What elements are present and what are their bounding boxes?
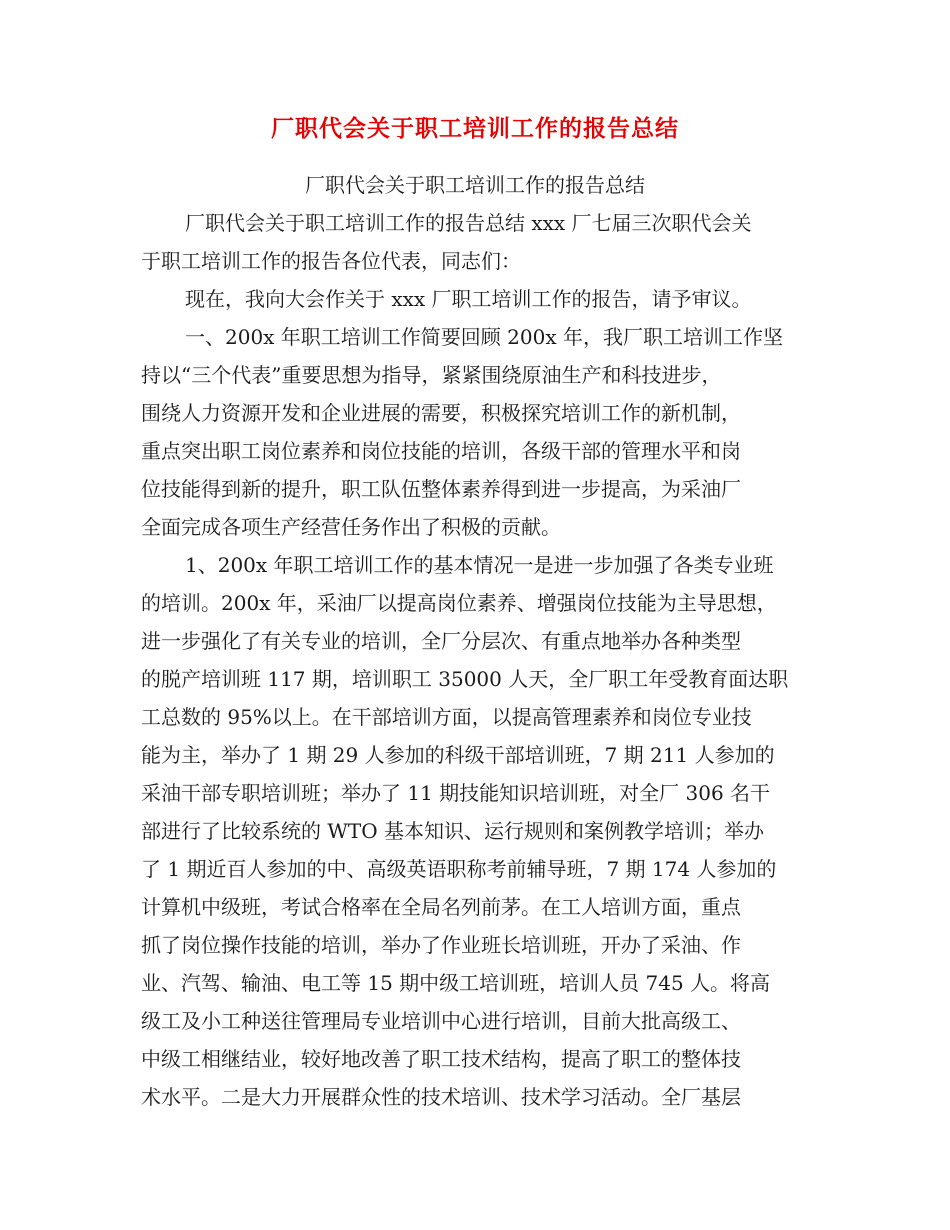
body-line: 围绕人力资源开发和企业进展的需要，积极探究培训工作的新机制， bbox=[141, 401, 741, 425]
body-line: 计算机中级班，考试合格率在全局名列前茅。在工人培训方面，重点 bbox=[141, 895, 741, 919]
body-line: 一、200x 年职工培训工作简要回顾 200x 年，我厂职工培训工作坚 bbox=[185, 325, 783, 349]
body-line: 工总数的 95%以上。在干部培训方面，以提高管理素养和岗位专业技 bbox=[141, 705, 752, 729]
body-line: 于职工培训工作的报告各位代表，同志们： bbox=[141, 249, 521, 273]
body-line: 术水平。二是大力开展群众性的技术培训、技术学习活动。全厂基层 bbox=[141, 1085, 741, 1109]
body-line: 重点突出职工岗位素养和岗位技能的培训，各级干部的管理水平和岗 bbox=[141, 439, 741, 463]
document-title: 厂职代会关于职工培训工作的报告总结 bbox=[271, 115, 679, 142]
body-line: 厂职代会关于职工培训工作的报告总结 xxx 厂七届三次职代会关 bbox=[185, 211, 752, 235]
body-line: 级工及小工种送往管理局专业培训中心进行培训，目前大批高级工、 bbox=[141, 1009, 741, 1033]
body-line: 持以“三个代表”重要思想为指导，紧紧围绕原油生产和科技进步， bbox=[141, 363, 722, 387]
body-line: 的脱产培训班 117 期，培训职工 35000 人天，全厂职工年受教育面达职 bbox=[141, 667, 789, 691]
body-line: 业、汽驾、输油、电工等 15 期中级工培训班，培训人员 745 人。将高 bbox=[141, 971, 771, 995]
body-line: 1、200x 年职工培训工作的基本情况一是进一步加强了各类专业班 bbox=[185, 553, 774, 577]
body-line: 采油干部专职培训班；举办了 11 期技能知识培训班，对全厂 306 名干 bbox=[141, 781, 771, 805]
body-line: 进一步强化了有关专业的培训，全厂分层次、有重点地举办各种类型 bbox=[141, 629, 741, 653]
body-line: 中级工相继结业，较好地改善了职工技术结构，提高了职工的整体技 bbox=[141, 1047, 741, 1071]
body-line: 抓了岗位操作技能的培训，举办了作业班长培训班，开办了采油、作 bbox=[141, 933, 741, 957]
body-line: 位技能得到新的提升，职工队伍整体素养得到进一步提高，为采油厂 bbox=[141, 477, 741, 501]
body-line: 能为主，举办了 1 期 29 人参加的科级干部培训班，7 期 211 人参加的 bbox=[141, 743, 775, 767]
body-line: 部进行了比较系统的 WTO 基本知识、运行规则和案例教学培训；举办 bbox=[141, 819, 765, 843]
document-subtitle: 厂职代会关于职工培训工作的报告总结 bbox=[305, 173, 645, 197]
body-line: 全面完成各项生产经营任务作出了积极的贡献。 bbox=[141, 515, 561, 539]
body-line: 的培训。200x 年，采油厂以提高岗位素养、增强岗位技能为主导思想， bbox=[141, 591, 777, 615]
body-line: 了 1 期近百人参加的中、高级英语职称考前辅导班，7 期 174 人参加的 bbox=[141, 857, 777, 881]
body-line: 现在，我向大会作关于 xxx 厂职工培训工作的报告，请予审议。 bbox=[185, 287, 752, 311]
